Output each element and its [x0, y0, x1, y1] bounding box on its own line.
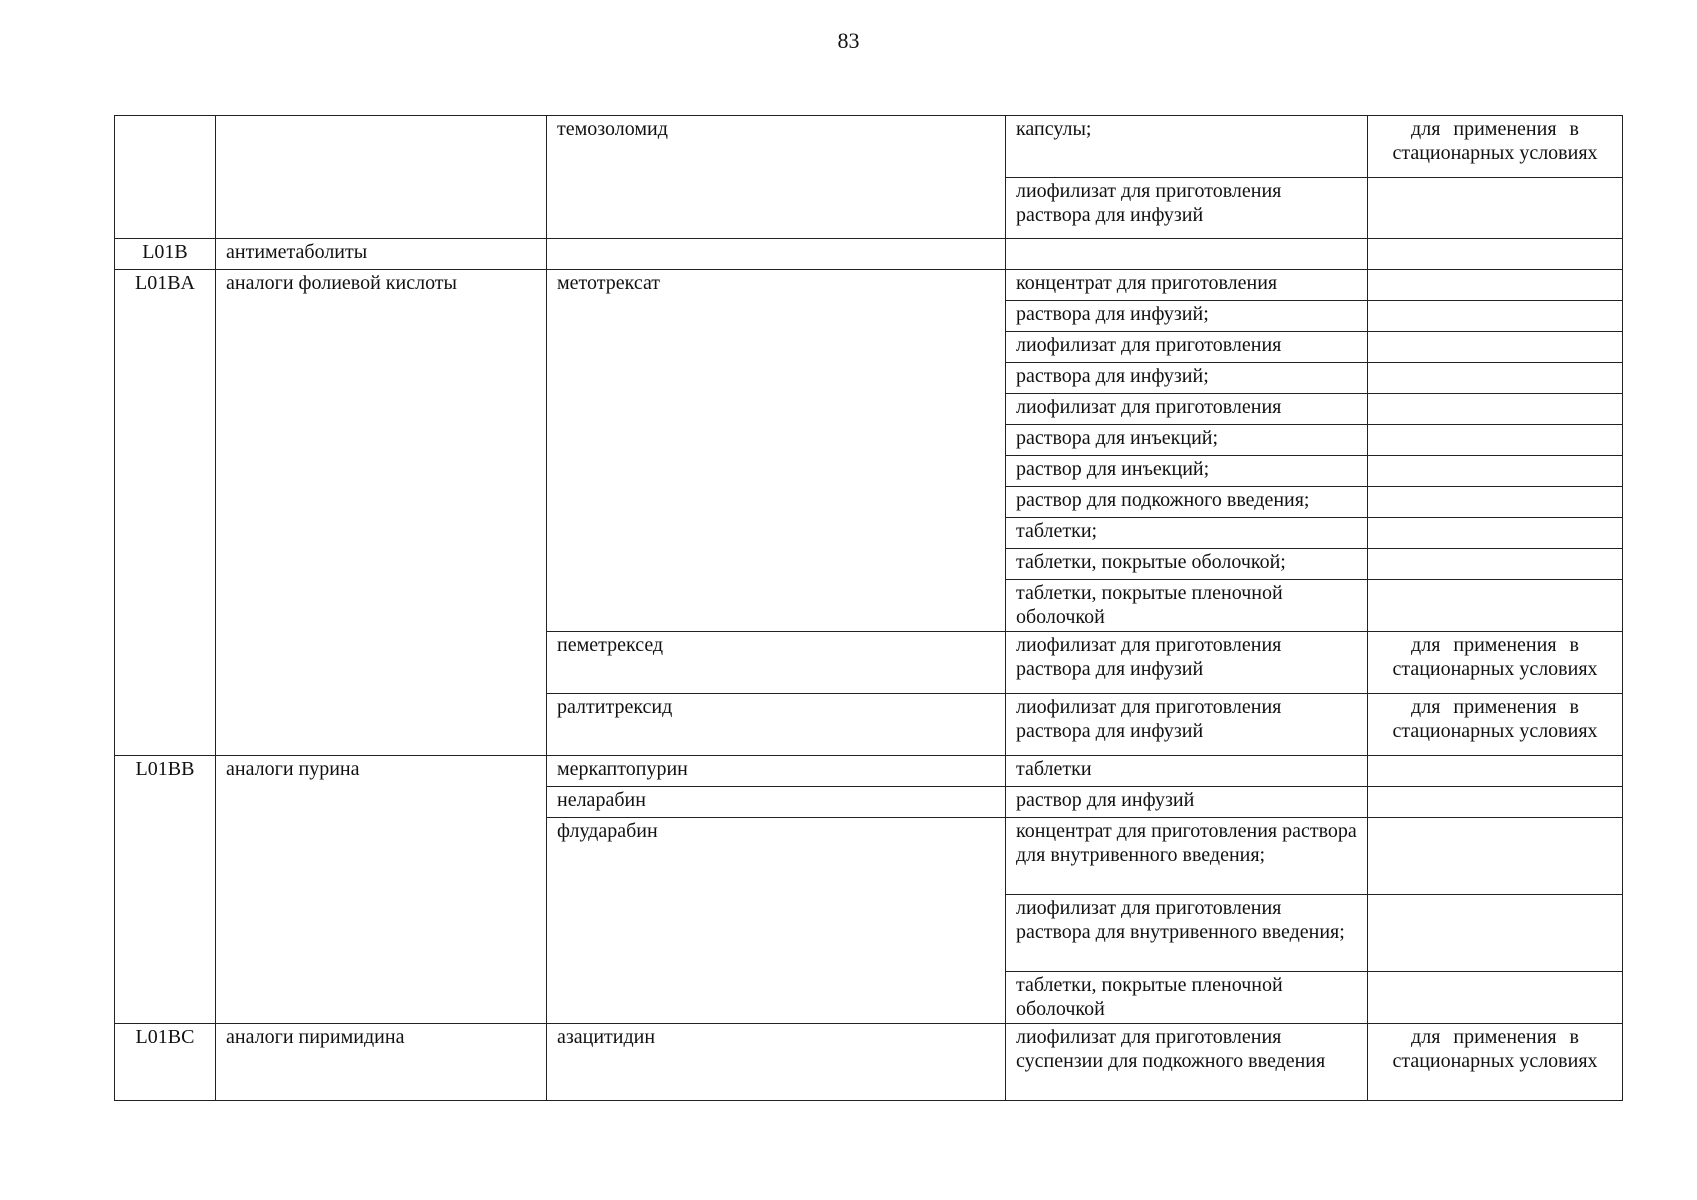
atc-code: L01BC: [115, 1024, 216, 1101]
atc-code: L01BB: [115, 756, 216, 1024]
group-name: аналоги пиримидина: [216, 1024, 547, 1101]
table-row: [115, 116, 1623, 178]
drug-name: флударабин: [547, 818, 1006, 1024]
usage-condition: [1368, 787, 1623, 818]
drug-name: азацитидин: [547, 1024, 1006, 1101]
dosage-form: лиофилизат для приготовления раствора для инфузий: [1006, 632, 1368, 694]
group-cell: [216, 116, 547, 239]
table-row: [115, 1024, 1623, 1101]
group-name: аналоги фолиевой кислоты: [216, 270, 547, 756]
dosage-form: таблетки, покрытые пленочной оболочкой: [1006, 972, 1368, 1024]
dosage-form: раствор для подкожного введения;: [1006, 487, 1368, 518]
usage-condition: [1368, 363, 1623, 394]
drug-name: темозоломид: [547, 116, 1006, 239]
usage-condition: [1368, 580, 1623, 632]
drug-name: ралтитрексид: [547, 694, 1006, 756]
dosage-form: раствор для инфузий: [1006, 787, 1368, 818]
dosage-form: таблетки, покрытые пленочной оболочкой: [1006, 580, 1368, 632]
dosage-form: лиофилизат для приготовления раствора для инфузий: [1006, 694, 1368, 756]
dosage-form: концентрат для приготовления раствора для внутривенного введения;: [1006, 818, 1368, 895]
usage-condition: для применения в стационарных условиях: [1368, 632, 1623, 694]
usage-condition: [1368, 332, 1623, 363]
dosage-form: лиофилизат для приготовления раствора для инфузий: [1006, 178, 1368, 239]
atc-code: L01B: [115, 239, 216, 270]
dosage-form: концентрат для приготовления: [1006, 270, 1368, 301]
dosage-form: [1006, 239, 1368, 270]
usage-condition: [1368, 270, 1623, 301]
dosage-form: лиофилизат для приготовления раствора для внутривенного введения;: [1006, 895, 1368, 972]
dosage-form: капсулы;: [1006, 116, 1368, 178]
drug-name: меркаптопурин: [547, 756, 1006, 787]
usage-condition: [1368, 301, 1623, 332]
atc-code: L01BA: [115, 270, 216, 756]
drug-name: пеметрексед: [547, 632, 1006, 694]
group-name: антиметаболиты: [216, 239, 547, 270]
drug-table: [114, 115, 1623, 1101]
usage-condition: [1368, 487, 1623, 518]
usage-condition: [1368, 518, 1623, 549]
dosage-form: таблетки;: [1006, 518, 1368, 549]
usage-condition: [1368, 756, 1623, 787]
usage-condition: [1368, 425, 1623, 456]
drug-name: метотрексат: [547, 270, 1006, 632]
usage-condition: [1368, 456, 1623, 487]
usage-condition: [1368, 972, 1623, 1024]
dosage-form: таблетки, покрытые оболочкой;: [1006, 549, 1368, 580]
dosage-form: лиофилизат для приготовления: [1006, 394, 1368, 425]
usage-condition: для применения в стационарных условиях: [1368, 1024, 1623, 1101]
table-row: [115, 756, 1623, 787]
dosage-form: раствора для инфузий;: [1006, 301, 1368, 332]
atc-code-cell: [115, 116, 216, 239]
usage-condition: [1368, 549, 1623, 580]
drug-name: [547, 239, 1006, 270]
usage-condition: для применения в стационарных условиях: [1368, 116, 1623, 178]
usage-condition: [1368, 818, 1623, 895]
dosage-form: раствора для инфузий;: [1006, 363, 1368, 394]
dosage-form: лиофилизат для приготовления суспензии для подкожного введения: [1006, 1024, 1368, 1101]
dosage-form: раствора для инъекций;: [1006, 425, 1368, 456]
usage-condition: для применения в стационарных условиях: [1368, 694, 1623, 756]
usage-condition: [1368, 394, 1623, 425]
dosage-form: лиофилизат для приготовления: [1006, 332, 1368, 363]
usage-condition: [1368, 239, 1623, 270]
group-name: аналоги пурина: [216, 756, 547, 1024]
usage-condition: [1368, 178, 1623, 239]
table-row: [115, 239, 1623, 270]
dosage-form: таблетки: [1006, 756, 1368, 787]
usage-condition: [1368, 895, 1623, 972]
table-row: [115, 270, 1623, 301]
dosage-form: раствор для инъекций;: [1006, 456, 1368, 487]
page-number: 83: [837, 28, 860, 53]
drug-name: неларабин: [547, 787, 1006, 818]
